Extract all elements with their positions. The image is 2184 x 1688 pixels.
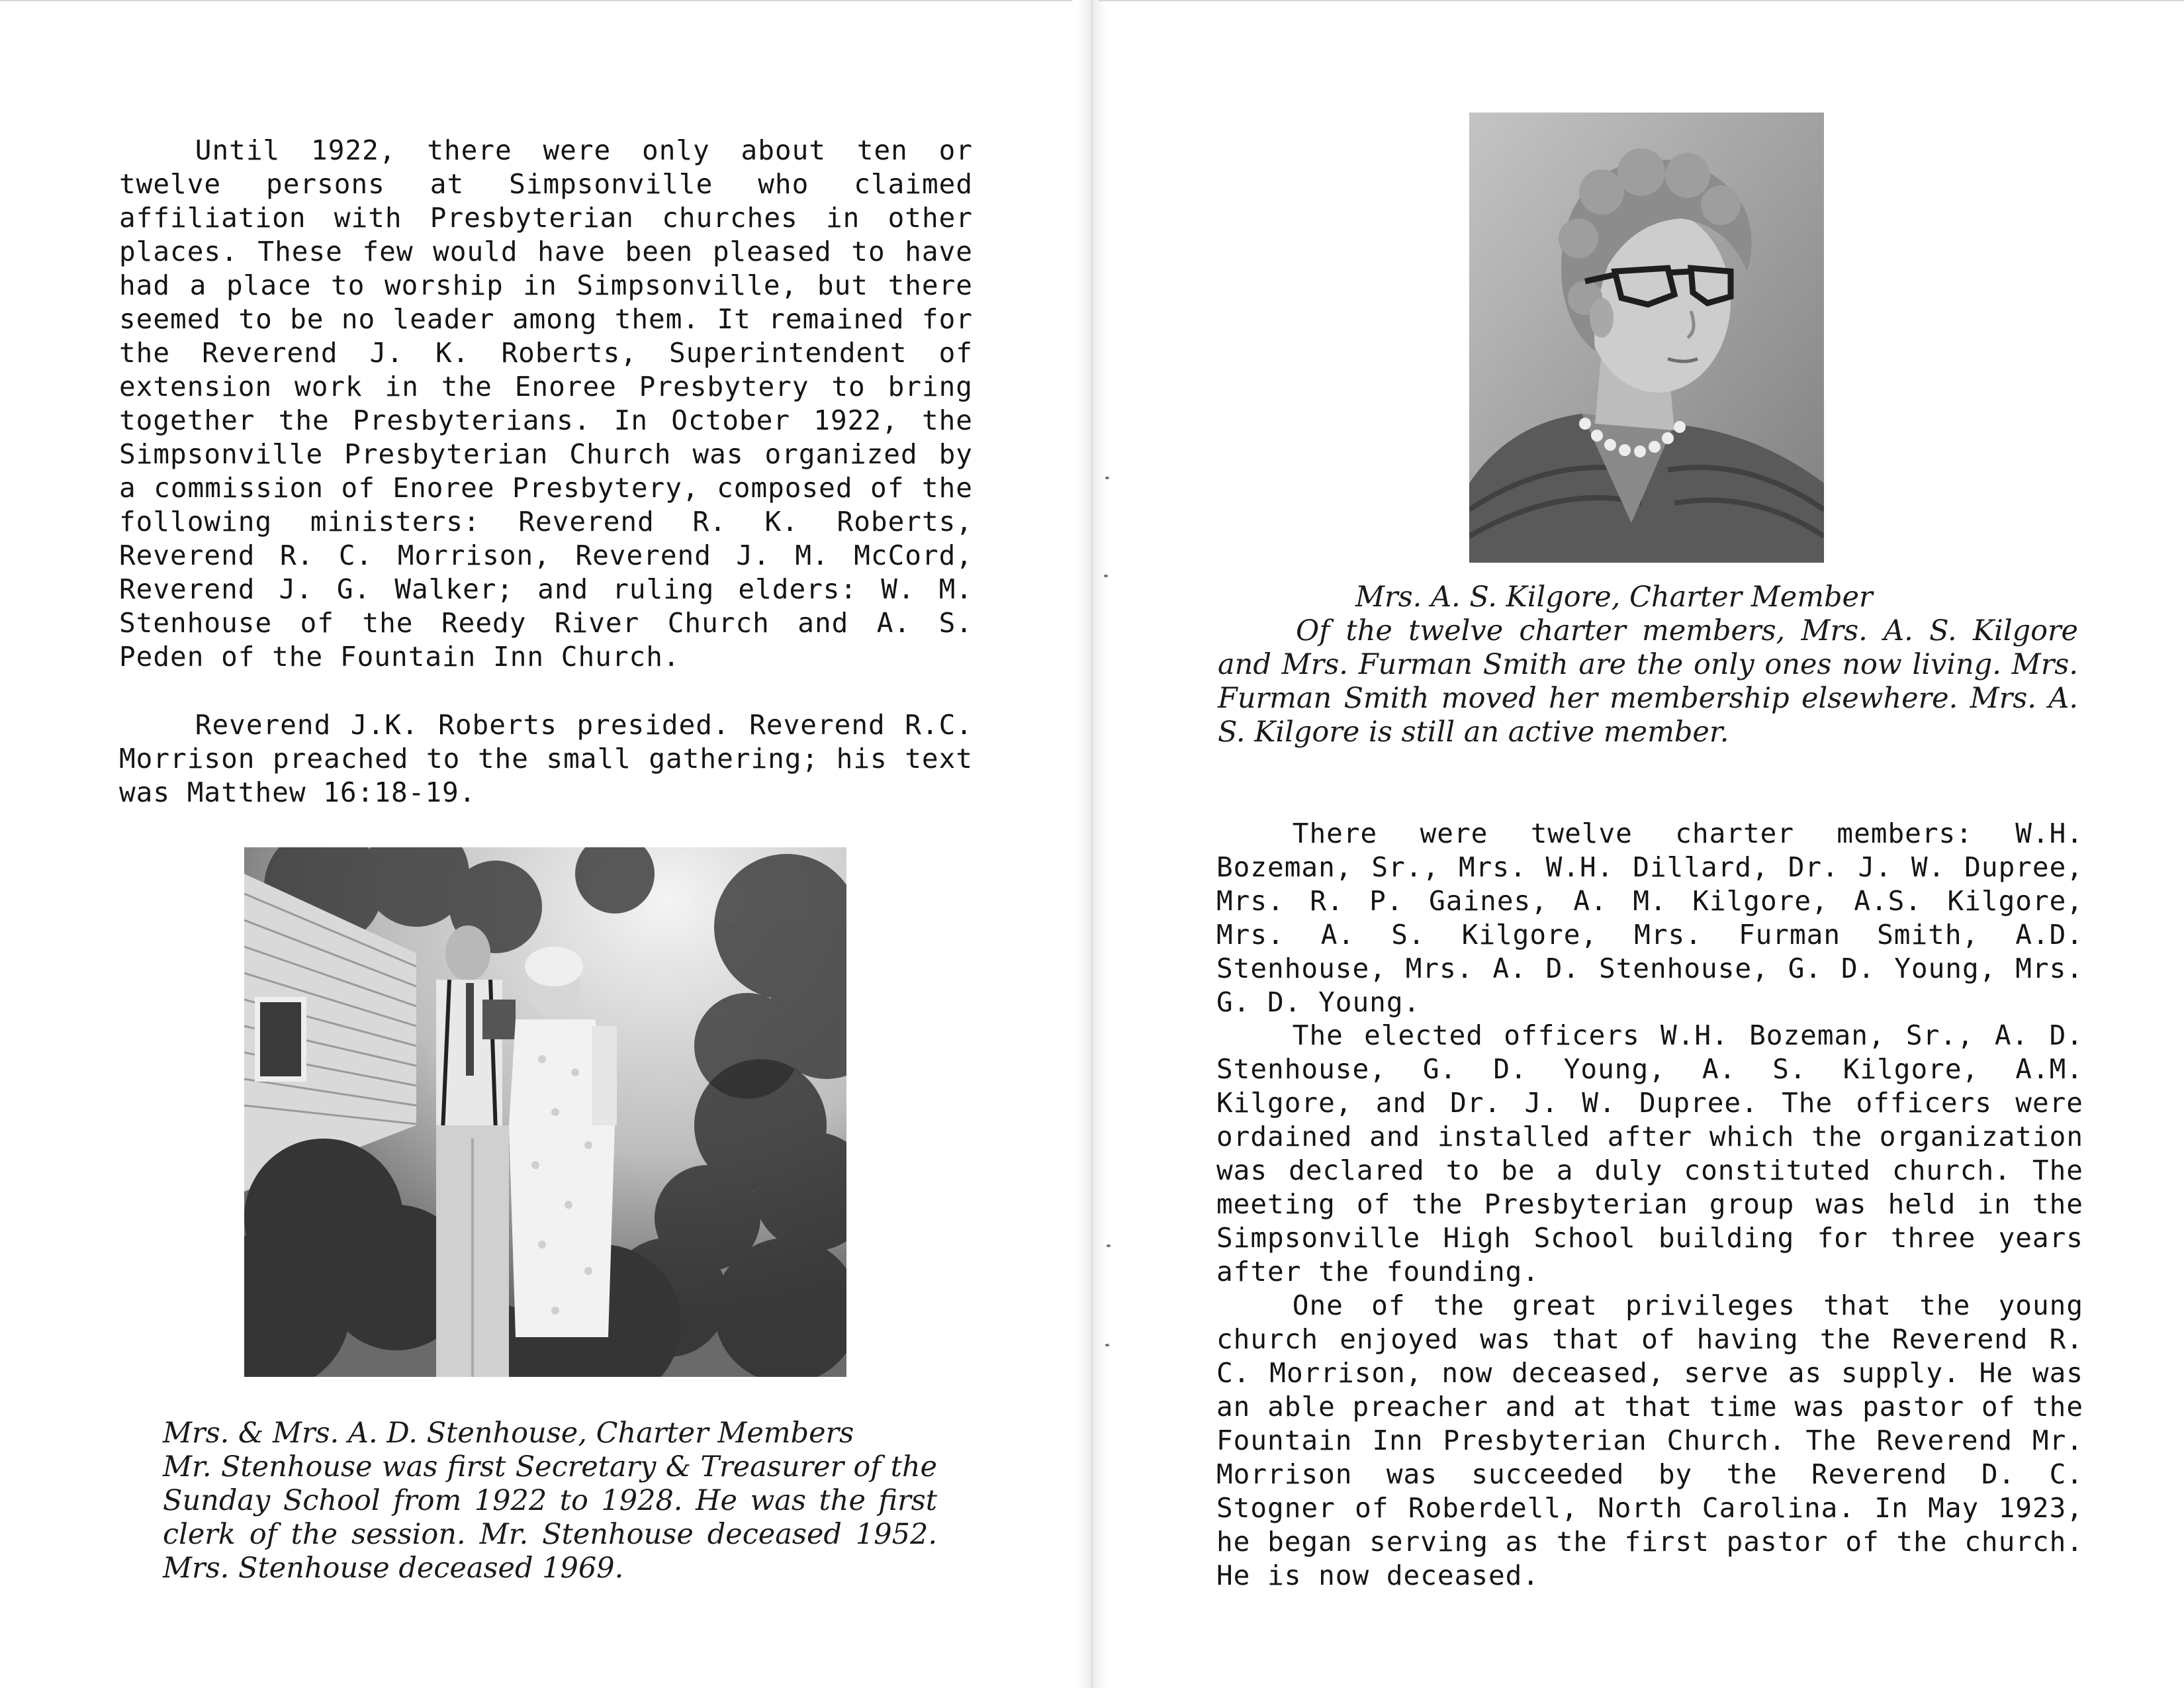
kilgore-portrait-photo (1469, 113, 1824, 563)
page-edge-left (0, 0, 1072, 1)
stenhouse-couple-photo (244, 847, 846, 1377)
stenhouse-caption-body: Mr. Stenhouse was first Secretary & Treasurer of the Sunday School from 1922 to 1928. He was the first clerk of the session. Mr. Stenhouse deceased 1952. Mrs. Stenhouse deceased 1969. (163, 1450, 937, 1585)
paper-speck (1105, 477, 1109, 479)
right-paragraph-charter-members: There were twelve charter members: W.H. Bozeman, Sr., Mrs. W.H. Dillard, Dr. J. W. Dupree, Mrs. R. P. Gaines, A. M. Kilgore, A.S. Kilgore, Mrs. A. S. Kilgore, Mrs. Furman Smith, A.D. Stenhouse, Mrs. A. D. Stenhouse, G. D. Young, Mrs. G. D. Young. (1216, 818, 2083, 1018)
page-gutter (1077, 0, 1107, 1688)
stenhouse-photo-caption (163, 1417, 937, 1585)
paper-speck (1104, 575, 1108, 577)
right-paragraph-officers: The elected officers W.H. Bozeman, Sr., A. D. Stenhouse, G. D. Young, A. S. Kilgore, A.M. Kilgore, and Dr. J. W. Dupree. The officers were ordained and installed after which the organization was declared to be a duly constituted church. The meeting of the Presbyterian group was held in the Simpsonville High School building for three years after the founding. (1216, 1019, 2083, 1288)
kilgore-caption-title: Mrs. A. S. Kilgore, Charter Member (1355, 581, 1873, 614)
kilgore-caption-body: Of the twelve charter members, Mrs. A. S. Kilgore and Mrs. Furman Smith are the only ones now living. Mrs. Furman Smith moved her membership elsewhere. Mrs. A. S. Kilgore is still an active member. (1218, 614, 2078, 749)
right-paragraph-pastors: One of the great privileges that the young church enjoyed was that of having the Reverend R. C. Morrison, now deceased, serve as supply. He was an able preacher and at that time was pastor of the Fountain Inn Presbyterian Church. The Reverend Mr. Morrison was succeeded by the Reverend D. C. Stogner of Roberdell, North Carolina. In May 1923, he began serving as the first pastor of the church. He is now deceased. (1216, 1289, 2083, 1591)
left-paragraph-1: Until 1922, there were only about ten or twelve persons at Simpsonville who claimed affiliation with Presbyterian churches in other places. These few would have been pleased to have had a place to worship in Simpsonville, but there seemed to be no leader among them. It remained for the Reverend J. K. Roberts, Superintendent of extension work in the Enoree Presbytery to bring together the Presbyterians. In October 1922, the Simpsonville Presbyterian Church was organized by a commission of Enoree Presbytery, composed of the following ministers: Reverend R. K. Roberts, Reverend R. C. Morrison, Reverend J. M. McCord, Reverend J. G. Walker; and ruling elders: W. M. Stenhouse of the Reedy River Church and A. S. Peden of the Fountain Inn Church. (119, 134, 973, 673)
stenhouse-caption-title: Mrs. & Mrs. A. D. Stenhouse, Charter Members (163, 1417, 854, 1450)
left-paragraph-2: Reverend J.K. Roberts presided. Reverend R.C. Morrison preached to the small gathering; his text was Matthew 16:18-19. (119, 709, 973, 808)
page-edge-right (1099, 0, 2184, 1)
paper-speck (1105, 1344, 1109, 1346)
kilgore-photo-caption (1218, 581, 2078, 749)
paper-speck (1107, 1244, 1111, 1247)
